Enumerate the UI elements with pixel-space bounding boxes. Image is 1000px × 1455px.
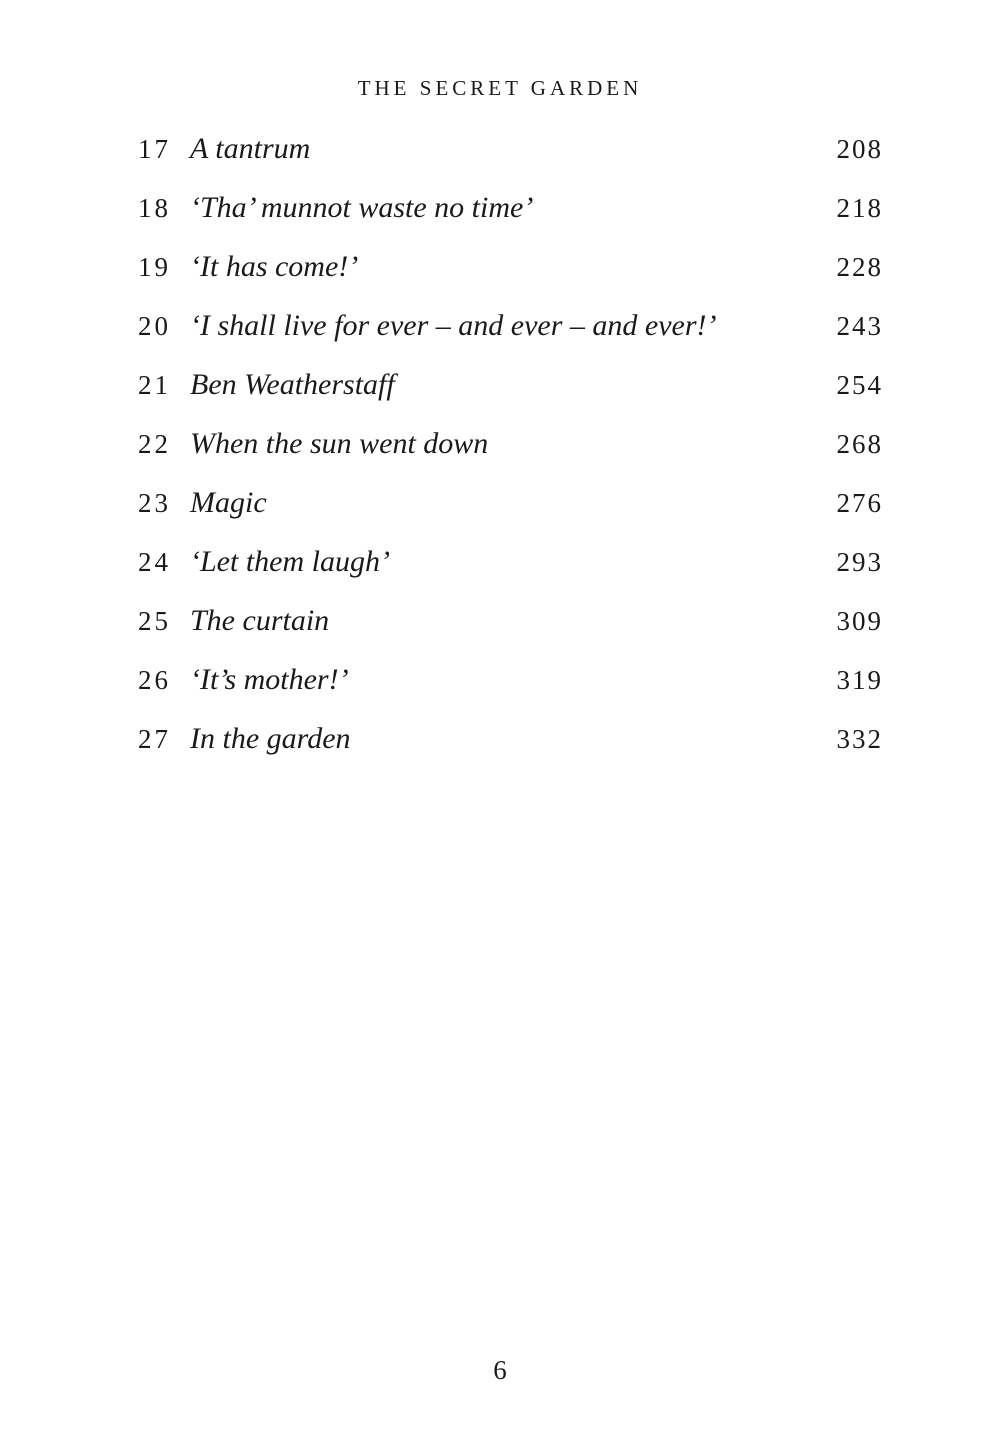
- chapter-number: 17: [138, 134, 171, 164]
- toc-entry: [138, 368, 883, 427]
- running-head: THE SECRET GARDEN: [357, 76, 643, 100]
- chapter-title: ‘It has come!’: [190, 250, 359, 283]
- chapter-number: 22: [138, 429, 171, 459]
- table-of-contents: [138, 132, 883, 781]
- toc-entry: [138, 545, 883, 604]
- chapter-page: 319: [836, 665, 883, 695]
- chapter-title: When the sun went down: [190, 427, 489, 460]
- page-number: 6: [493, 1355, 507, 1385]
- chapter-page: 268: [836, 429, 883, 459]
- chapter-title: Ben Weatherstaff: [190, 368, 395, 401]
- toc-entry: [138, 132, 883, 191]
- toc-entry: [138, 309, 883, 368]
- chapter-number: 25: [138, 606, 171, 636]
- chapter-page: 332: [836, 724, 883, 754]
- toc-entry: [138, 663, 883, 722]
- toc-entry: [138, 722, 883, 781]
- chapter-number: 18: [138, 193, 171, 223]
- toc-entry: [138, 191, 883, 250]
- chapter-number: 20: [138, 311, 171, 341]
- chapter-number: 19: [138, 252, 171, 282]
- chapter-number: 26: [138, 665, 171, 695]
- toc-entry: [138, 250, 883, 309]
- chapter-title: A tantrum: [190, 132, 311, 165]
- chapter-page: 228: [836, 252, 883, 282]
- chapter-number: 24: [138, 547, 171, 577]
- chapter-title: ‘Let them laugh’: [190, 545, 390, 578]
- chapter-page: 208: [836, 134, 883, 164]
- chapter-title: ‘Tha’ munnot waste no time’: [190, 191, 534, 224]
- chapter-number: 23: [138, 488, 171, 518]
- chapter-title: ‘It’s mother!’: [190, 663, 349, 696]
- chapter-title: The curtain: [190, 604, 330, 637]
- toc-entry: [138, 604, 883, 663]
- chapter-page: 276: [836, 488, 883, 518]
- chapter-title: ‘I shall live for ever – and ever – and ever!’: [190, 309, 717, 342]
- chapter-page: 254: [836, 370, 883, 400]
- chapter-page: 243: [836, 311, 883, 341]
- chapter-number: 27: [138, 724, 171, 754]
- chapter-title: Magic: [190, 486, 267, 519]
- toc-entry: [138, 486, 883, 545]
- chapter-title: In the garden: [190, 722, 351, 755]
- chapter-page: 218: [836, 193, 883, 223]
- chapter-number: 21: [138, 370, 171, 400]
- toc-entry: [138, 427, 883, 486]
- chapter-page: 293: [836, 547, 883, 577]
- chapter-page: 309: [836, 606, 883, 636]
